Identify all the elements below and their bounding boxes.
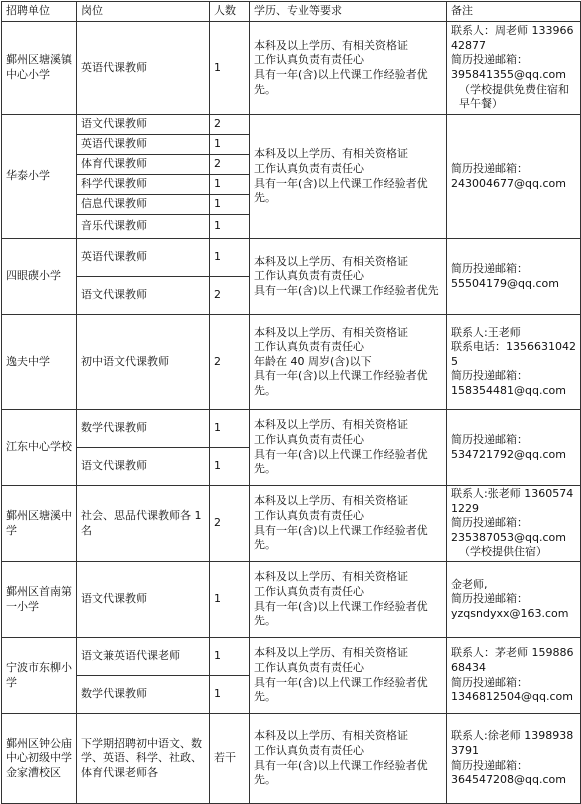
cell-count: 2 bbox=[210, 115, 250, 135]
note-line: 联系人:张老师 13605741229 bbox=[451, 487, 574, 515]
cell-count: 2 bbox=[210, 155, 250, 175]
cell-notes bbox=[447, 410, 581, 486]
requirement-line: 工作认真负责有责任心 bbox=[254, 743, 364, 757]
cell-requirements bbox=[250, 239, 447, 315]
recruitment-table bbox=[1, 1, 581, 804]
cell-position: 数学代课教师 bbox=[77, 410, 210, 448]
note-line: 1346812504@qq.com bbox=[451, 690, 573, 704]
cell-notes bbox=[447, 22, 581, 115]
note-line: 金老师, bbox=[451, 577, 488, 591]
cell-requirements bbox=[250, 315, 447, 410]
note-line: 235387053@qq.com bbox=[451, 530, 566, 544]
requirement-line: 具有一年(含)以上代课工作经验者优先。 bbox=[254, 176, 428, 205]
note-line: 简历投递邮箱： bbox=[451, 161, 528, 175]
requirement-line: 工作认真负责有责任心 bbox=[254, 340, 364, 354]
table-row bbox=[2, 486, 581, 562]
cell-count: 1 bbox=[210, 562, 250, 638]
requirement-line: 本科及以上学历、有相关资格证 bbox=[254, 418, 408, 432]
requirement-line: 工作认真负责有责任心 bbox=[254, 53, 364, 67]
note-line: 364547208@qq.com bbox=[451, 773, 566, 787]
cell-position: 语文代课教师 bbox=[77, 562, 210, 638]
note-line: 联系人:王老师 bbox=[451, 325, 521, 339]
cell-position: 社会、思品代课教师各 1 名 bbox=[77, 486, 210, 562]
cell-notes bbox=[447, 315, 581, 410]
table-row bbox=[2, 315, 581, 410]
cell-requirements bbox=[250, 486, 447, 562]
cell-count: 1 bbox=[210, 410, 250, 448]
cell-notes bbox=[447, 562, 581, 638]
cell-position: 语文兼英语代课老师 bbox=[77, 638, 210, 676]
cell-unit: 鄞州区首南第一小学 bbox=[2, 562, 77, 638]
cell-requirements bbox=[250, 22, 447, 115]
note-line: 简历投递邮箱： bbox=[451, 758, 528, 772]
note-line: （学校提供免费住宿和早午餐） bbox=[459, 82, 569, 111]
cell-count: 1 bbox=[210, 638, 250, 676]
requirement-line: 年龄在 40 周岁(含)以下 bbox=[254, 354, 372, 368]
requirement-line: 具有一年(含)以上代课工作经验者优先。 bbox=[254, 369, 428, 397]
cell-position: 英语代课教师 bbox=[77, 239, 210, 277]
cell-count: 2 bbox=[210, 315, 250, 410]
cell-count: 1 bbox=[210, 175, 250, 195]
header-requirements: 学历、专业等要求 bbox=[250, 2, 447, 22]
cell-position: 语文代课教师 bbox=[77, 115, 210, 135]
cell-requirements bbox=[250, 115, 447, 239]
header-row bbox=[2, 2, 581, 22]
cell-count: 1 bbox=[210, 239, 250, 277]
note-line: 简历投递邮箱： bbox=[451, 592, 528, 606]
requirement-line: 本科及以上学历、有相关资格证 bbox=[254, 147, 408, 161]
table-row bbox=[2, 115, 581, 135]
cell-position: 音乐代课教师 bbox=[77, 215, 210, 239]
cell-count: 1 bbox=[210, 215, 250, 239]
requirement-line: 工作认真负责有责任心 bbox=[254, 584, 364, 598]
table-row bbox=[2, 239, 581, 277]
note-line: 395841355@qq.com bbox=[451, 68, 566, 81]
table-row bbox=[2, 22, 581, 115]
requirement-line: 具有一年(含)以上代课工作经验者优先。 bbox=[254, 675, 428, 704]
note-line: 简历投递邮箱： bbox=[451, 369, 528, 383]
cell-notes bbox=[447, 714, 581, 804]
cell-position: 科学代课教师 bbox=[77, 175, 210, 195]
requirement-line: 本科及以上学历、有相关资格证 bbox=[254, 254, 408, 268]
requirement-line: 具有一年(含)以上代课工作经验者优先。 bbox=[254, 523, 428, 552]
cell-requirements bbox=[250, 562, 447, 638]
cell-count: 1 bbox=[210, 448, 250, 486]
note-line: yzqsndyxx@163.com bbox=[451, 606, 569, 620]
requirement-line: 本科及以上学历、有相关资格证 bbox=[254, 38, 408, 52]
cell-count: 1 bbox=[210, 135, 250, 155]
note-line: 158354481@qq.com bbox=[451, 383, 566, 397]
cell-unit: 宁波市东柳小学 bbox=[2, 638, 77, 714]
requirement-line: 本科及以上学历、有相关资格证 bbox=[254, 494, 408, 508]
requirement-line: 具有一年(含)以上代课工作经验者优先。 bbox=[254, 447, 428, 476]
cell-requirements bbox=[250, 410, 447, 486]
requirement-line: 本科及以上学历、有相关资格证 bbox=[254, 729, 408, 743]
cell-count: 2 bbox=[210, 277, 250, 315]
cell-position: 数学代课教师 bbox=[77, 676, 210, 714]
note-line: 简历投递邮箱： bbox=[451, 675, 528, 689]
note-line: 简历投递邮箱： bbox=[451, 53, 528, 67]
note-line: （学校提供住宿） bbox=[459, 545, 547, 559]
cell-count: 2 bbox=[210, 486, 250, 562]
cell-unit: 鄞州区塘溪中学 bbox=[2, 486, 77, 562]
table-body bbox=[2, 22, 581, 804]
cell-notes bbox=[447, 115, 581, 239]
cell-position: 体育代课教师 bbox=[77, 155, 210, 175]
cell-notes bbox=[447, 638, 581, 714]
note-line: 联系人：茅老师 15988668434 bbox=[451, 646, 574, 674]
note-line: 简历投递邮箱： bbox=[451, 261, 528, 275]
note-line: 简历投递邮箱： bbox=[451, 432, 528, 446]
requirement-line: 本科及以上学历、有相关资格证 bbox=[254, 646, 408, 660]
cell-notes bbox=[447, 486, 581, 562]
note-line: 243004677@qq.com bbox=[451, 176, 566, 190]
requirement-line: 具有一年(含)以上代课工作经验者优先。 bbox=[254, 68, 428, 96]
cell-position: 语文代课教师 bbox=[77, 448, 210, 486]
note-line: 联系人:徐老师 13989383791 bbox=[451, 729, 574, 757]
cell-unit: 鄞州区钟公庙中心初级中学金家漕校区 bbox=[2, 714, 77, 804]
note-line: 简历投递邮箱： bbox=[451, 516, 528, 530]
cell-unit: 逸夫中学 bbox=[2, 315, 77, 410]
header-notes: 备注 bbox=[447, 2, 581, 22]
table-row bbox=[2, 638, 581, 676]
header-count: 人数 bbox=[210, 2, 250, 22]
note-line: 55504179@qq.com bbox=[451, 276, 559, 290]
cell-unit: 江东中心学校 bbox=[2, 410, 77, 486]
note-line: 534721792@qq.com bbox=[451, 447, 566, 461]
cell-count: 1 bbox=[210, 22, 250, 115]
requirement-line: 本科及以上学历、有相关资格证 bbox=[254, 325, 408, 339]
cell-count: 1 bbox=[210, 195, 250, 215]
table-row bbox=[2, 562, 581, 638]
requirement-line: 工作认真负责有责任心 bbox=[254, 508, 364, 522]
note-line: 联系人：周老师 13396642877 bbox=[451, 24, 574, 52]
requirement-line: 具有一年(含)以上代课工作经验者优先 bbox=[254, 283, 439, 297]
cell-position: 信息代课教师 bbox=[77, 195, 210, 215]
header-position: 岗位 bbox=[77, 2, 210, 22]
requirement-line: 工作认真负责有责任心 bbox=[254, 269, 364, 283]
requirement-line: 具有一年(含)以上代课工作经验者优先。 bbox=[254, 599, 428, 628]
requirement-line: 具有一年(含)以上代课工作经验者优先。 bbox=[254, 758, 428, 787]
cell-count: 若干 bbox=[210, 714, 250, 804]
cell-position: 英语代课教师 bbox=[77, 135, 210, 155]
requirement-line: 本科及以上学历、有相关资格证 bbox=[254, 570, 408, 584]
requirement-line: 工作认真负责有责任心 bbox=[254, 432, 364, 446]
cell-unit: 华泰小学 bbox=[2, 115, 77, 239]
cell-notes bbox=[447, 239, 581, 315]
requirement-line: 工作认真负责有责任心 bbox=[254, 660, 364, 674]
table-row bbox=[2, 410, 581, 448]
cell-position: 初中语文代课教师 bbox=[77, 315, 210, 410]
note-line: 联系电话：13566310425 bbox=[451, 340, 576, 368]
table-row bbox=[2, 714, 581, 804]
cell-position: 英语代课教师 bbox=[77, 22, 210, 115]
cell-unit: 鄞州区塘溪镇中心小学 bbox=[2, 22, 77, 115]
cell-requirements bbox=[250, 714, 447, 804]
cell-position: 语文代课教师 bbox=[77, 277, 210, 315]
header-unit: 招聘单位 bbox=[2, 2, 77, 22]
cell-count: 1 bbox=[210, 676, 250, 714]
cell-requirements bbox=[250, 638, 447, 714]
requirement-line: 工作认真负责有责任心 bbox=[254, 161, 364, 175]
cell-unit: 四眼碶小学 bbox=[2, 239, 77, 315]
cell-position: 下学期招聘初中语文、数学、英语、科学、社政、体育代课老师各 bbox=[77, 714, 210, 804]
